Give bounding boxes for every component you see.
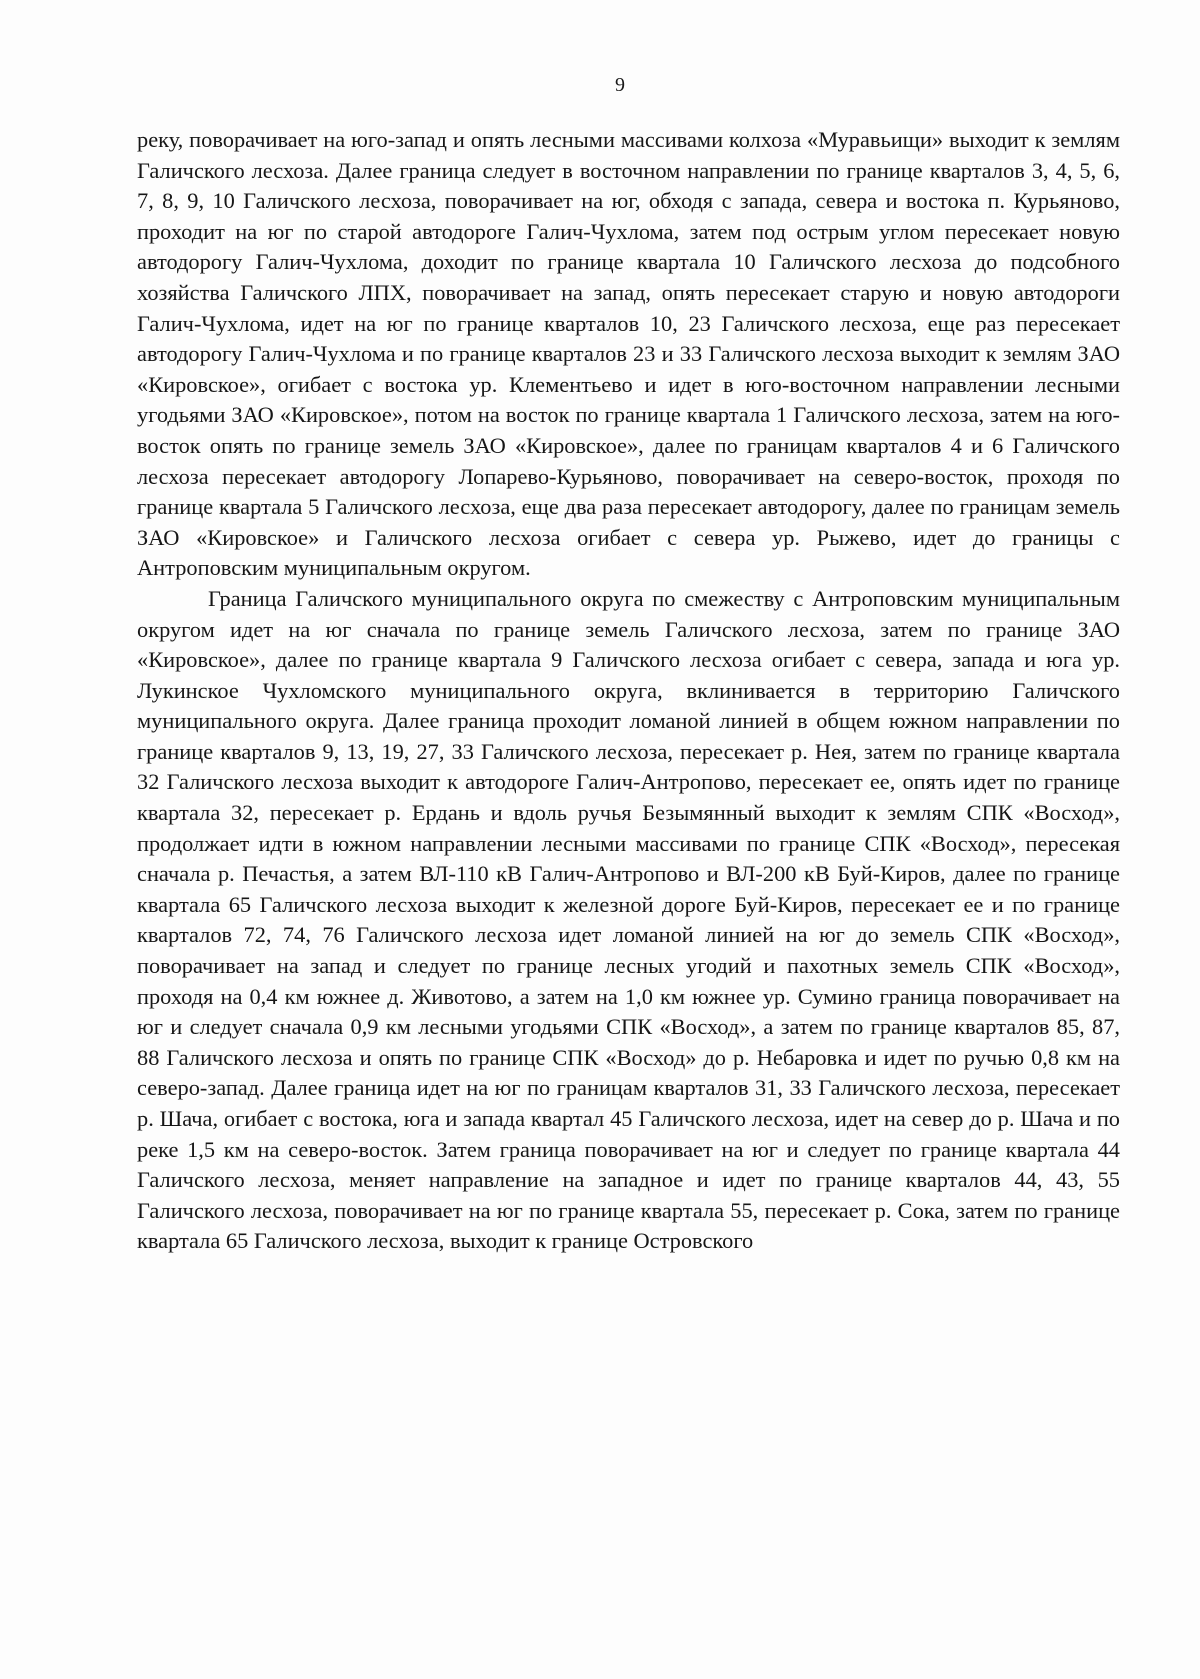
page-number: 9 [615, 74, 625, 96]
paragraph-1: реку, поворачивает на юго-запад и опять лесными массивами колхоза «Муравьищи» выходит к землям Галичского лесхоза. Далее граница следует в восточном направлении по границе кварталов 3, 4, 5, 6, 7, 8, 9, 10 Галичского лесхоза, поворачивает на юг, обходя с запада, севера и востока п. Курьяново, проходит на юг по старой автодороге Галич-Чухлома, затем под острым углом пересекает новую автодорогу Галич-Чухлома, доходит по границе квартала 10 Галичского лесхоза до подсобного хозяйства Галичского ЛПХ, поворачивает на запад, опять пересекает старую и новую автодороги Галич-Чухлома, идет на юг по границе кварталов 10, 23 Галичского лесхоза, еще раз пересекает автодорогу Галич-Чухлома и по границе кварталов 23 и 33 Галичского лесхоза выходит к землям ЗАО «Кировское», огибает с востока ур. Клементьево и идет в юго-восточном направлении лесными угодьями ЗАО «Кировское», потом на восток по границе квартала 1 Галичского лесхоза, затем на юго-восток опять по границе земель ЗАО «Кировское», далее по границам кварталов 4 и 6 Галичского лесхоза пересекает автодорогу Лопарево-Курьяново, поворачивает на северо-восток, проходя по границе квартала 5 Галичского лесхоза, еще два раза пересекает автодорогу, далее по границам земель ЗАО «Кировское» и Галичского лесхоза огибает с севера ур. Рыжево, идет до границы с Антроповским муниципальным округом. [137, 127, 1120, 581]
paragraph-2: Граница Галичского муниципального округа по смежеству с Антроповским муниципальным округом идет на юг сначала по границе земель Галичского лесхоза, затем по границе ЗАО «Кировское», далее по границе квартала 9 Галичского лесхоза огибает с севера, запада и юга ур. Лукинское Чухломского муниципального округа, вклинивается в территорию Галичского муниципального округа. Далее граница проходит ломаной линией в общем южном направлении по границе кварталов 9, 13, 19, 27, 33 Галичского лесхоза, пересекает р. Нея, затем по границе квартала 32 Галичского лесхоза выходит к автодороге Галич-Антропово, пересекает ее, опять идет по границе квартала 32, пересекает р. Ердань и вдоль ручья Безымянный выходит к землям СПК «Восход», продолжает идти в южном направлении лесными массивами по границе СПК «Восход», пересекая сначала р. Печастья, а затем ВЛ-110 кВ Галич-Антропово и ВЛ-200 кВ Буй-Киров, далее по границе квартала 65 Галичского лесхоза выходит к железной дороге Буй-Киров, пересекает ее и по границе кварталов 72, 74, 76 Галичского лесхоза идет ломаной линией на юг до земель СПК «Восход», поворачивает на запад и следует по границе лесных угодий и пахотных земель СПК «Восход», проходя на 0,4 км южнее д. Животово, а затем на 1,0 км южнее ур. Сумино граница поворачивает на юг и следует сначала 0,9 км лесными угодьями СПК «Восход», а затем по границе кварталов 85, 87, 88 Галичского лесхоза и опять по границе СПК «Восход» до р. Небаровка и идет по ручью 0,8 км на северо-запад. Далее граница идет на юг по границам кварталов 31, 33 Галичского лесхоза, пересекает р. Шача, огибает с востока, юга и запада квартал 45 Галичского лесхоза, идет на север до р. Шача и по реке 1,5 км на северо-восток. Затем граница поворачивает на юг и следует по границе квартала 44 Галичского лесхоза, меняет направление на западное и идет по границе кварталов 44, 43, 55 Галичского лесхоза, поворачивает на юг по границе квартала 55, пересекает р. Сока, затем по границе квартала 65 Галичского лесхоза, выходит к границе Островского [137, 585, 1120, 1254]
document-body [137, 125, 1120, 1257]
